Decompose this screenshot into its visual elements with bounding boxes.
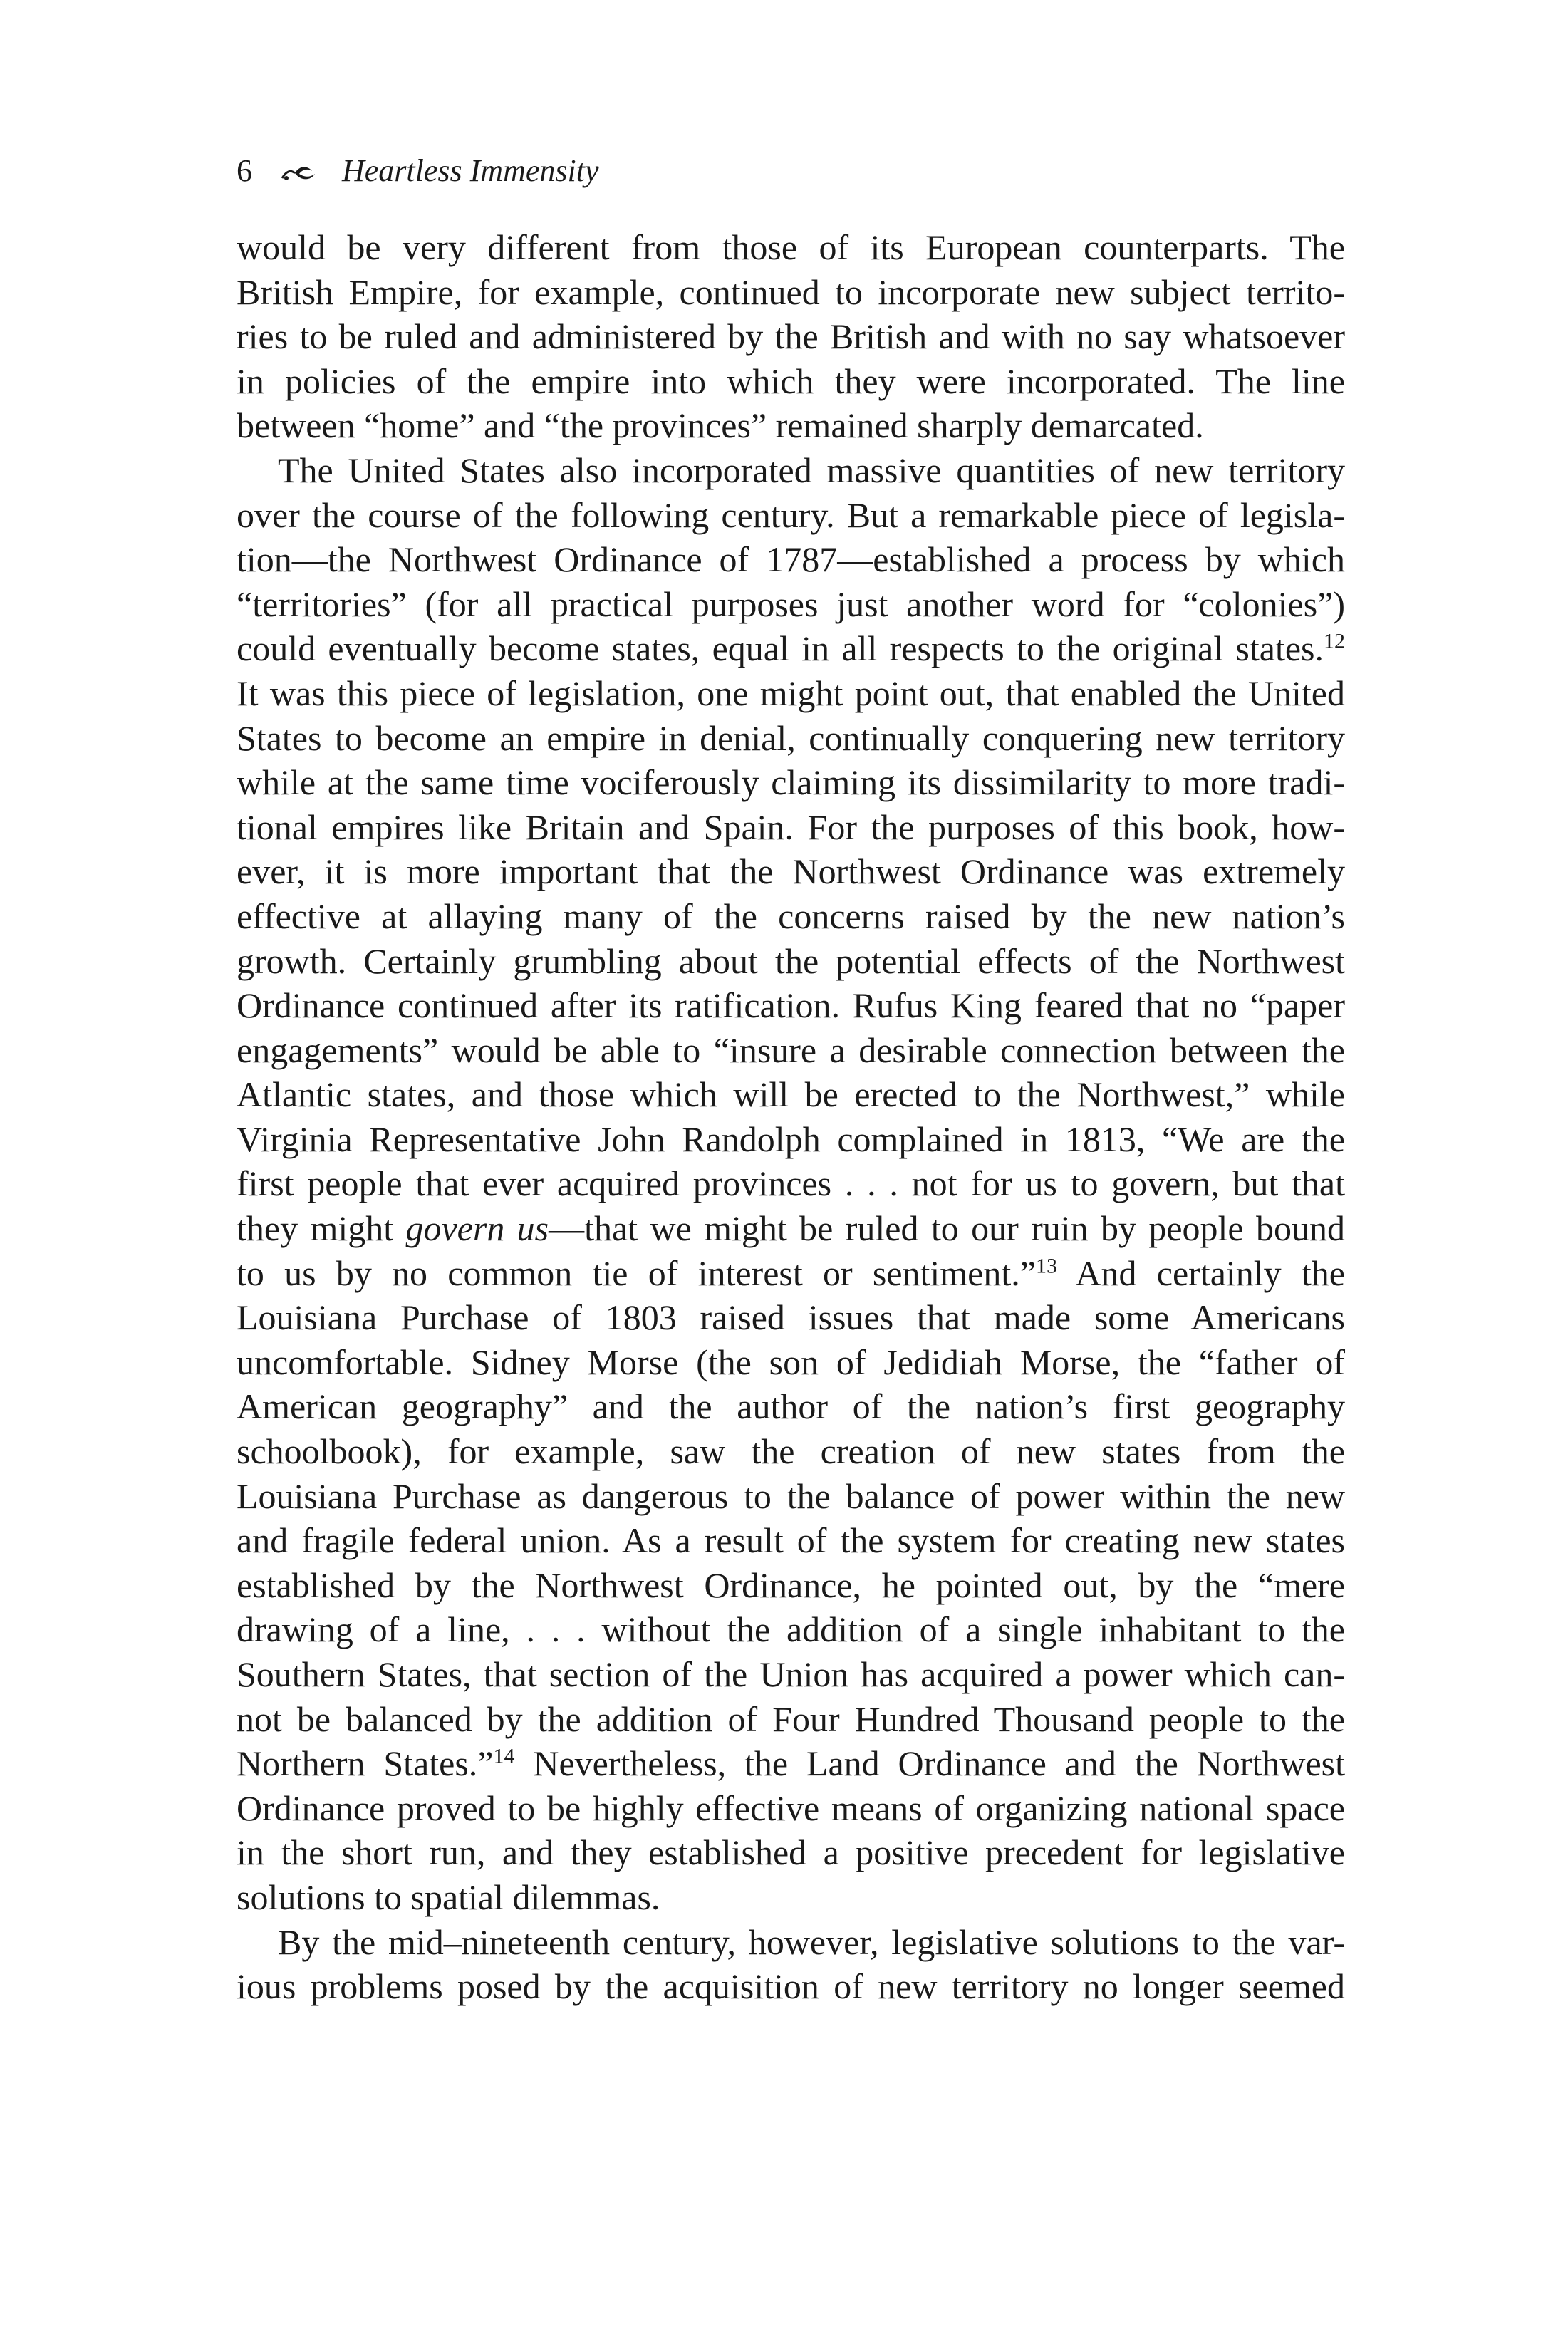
text-line: Ordinance continued after its ratification. Rufus King feared that no “paper	[237, 985, 1345, 1026]
text-line: drawing of a line, . . . without the addition of a single inhabitant to the	[237, 1609, 1345, 1650]
text-line	[237, 1206, 1345, 1251]
text-line: engagements” would be able to “insure a desirable connection between the	[237, 1029, 1345, 1070]
text-segment: And certainly the	[1056, 1252, 1345, 1293]
running-title: Heartless Immensity	[342, 153, 599, 188]
text-line: over the course of the following century. But a remarkable piece of legisla-	[237, 494, 1345, 535]
text-line: Louisiana Purchase as dangerous to the balance of power within the new	[237, 1475, 1345, 1516]
footnote-ref-13: 13	[1035, 1254, 1057, 1277]
text-line: ries to be ruled and administered by the British and with no say whatsoever	[237, 316, 1345, 357]
text-line: tion—the Northwest Ordinance of 1787—established a process by which	[237, 539, 1345, 580]
text-segment: they might	[237, 1208, 406, 1249]
text-segment: to us by no common tie of interest or sentiment.”	[237, 1252, 1036, 1293]
text-line: not be balanced by the addition of Four Hundred Thousand people to the	[237, 1698, 1345, 1739]
text-segment: that we might be ruled to our ruin by people bound	[584, 1208, 1345, 1249]
text-line: States to become an empire in denial, continually conquering new territory	[237, 717, 1345, 758]
text-line: in the short run, and they established a positive precedent for legislative	[237, 1832, 1345, 1873]
text-line: established by the Northwest Ordinance, he pointed out, by the “mere	[237, 1564, 1345, 1605]
text-line: Virginia Representative John Randolph complained in 1813, “We are the	[237, 1119, 1345, 1159]
text-line: schoolbook), for example, saw the creation of new states from the	[237, 1431, 1345, 1472]
text-segment: Nevertheless, the Land Ordinance and the Northwest	[514, 1743, 1345, 1784]
paragraph-2	[237, 448, 1345, 1920]
text-line: Southern States, that section of the Union has acquired a power which can-	[237, 1654, 1345, 1694]
fleuron-icon-svg	[281, 164, 318, 182]
text-segment: Northern States.”	[237, 1743, 494, 1784]
paragraph-1	[237, 225, 1345, 448]
paragraph-3	[237, 1920, 1345, 2009]
text-line: solutions to spatial dilemmas.	[237, 1877, 660, 1917]
text-line	[237, 626, 1345, 671]
text-line: Ordinance proved to be highly effective means of organizing national space	[237, 1787, 1345, 1828]
text-line: “territories” (for all practical purposes just another word for “colonies”)	[237, 583, 1345, 624]
footnote-ref-12: 12	[1324, 629, 1345, 653]
footnote-ref-14: 14	[493, 1744, 515, 1768]
text-line: Louisiana Purchase of 1803 raised issues that made some Americans	[237, 1297, 1345, 1338]
text-line	[237, 1251, 1345, 1296]
running-head	[237, 152, 599, 195]
text-line: uncomfortable. Sidney Morse (the son of Jedidiah Morse, the “father of	[237, 1341, 1345, 1382]
text-line: The United States also incorporated massive quantities of new territory	[278, 450, 1345, 490]
text-line: growth. Certainly grumbling about the potential effects of the Northwest	[237, 940, 1345, 981]
text-line: tional empires like Britain and Spain. For the purposes of this book, how-	[237, 806, 1345, 847]
text-line: Atlantic states, and those which will be erected to the Northwest,” while	[237, 1074, 1345, 1115]
text-line: American geography” and the author of the nation’s first geography	[237, 1386, 1345, 1427]
italic-phrase: govern us	[405, 1208, 549, 1249]
text-line: while at the same time vociferously claiming its dissimilarity to more tradi-	[237, 762, 1345, 803]
text-line: British Empire, for example, continued to incorporate new subject territo-	[237, 271, 1345, 312]
text-line: first people that ever acquired provinces . . . not for us to govern, but that	[237, 1163, 1345, 1204]
text-line: would be very different from those of its European counterparts. The	[237, 227, 1345, 267]
text-line: between “home” and “the provinces” remained sharply demarcated.	[237, 405, 1204, 446]
text-line: It was this piece of legislation, one might point out, that enabled the United	[237, 673, 1345, 713]
fleuron-icon	[281, 154, 318, 172]
text-line: ious problems posed by the acquisition of new territory no longer seemed	[237, 1966, 1345, 2007]
text-line: ever, it is more important that the Northwest Ordinance was extremely	[237, 851, 1345, 892]
text-line: effective at allaying many of the concerns raised by the new nation’s	[237, 896, 1345, 936]
text-line: By the mid–nineteenth century, however, legislative solutions to the var-	[278, 1921, 1345, 1962]
text-line: in policies of the empire into which they were incorporated. The line	[237, 360, 1345, 401]
text-line	[237, 1741, 1345, 1786]
page-number: 6	[237, 153, 252, 188]
text-segment: could eventually become states, equal in all respects to the original states.	[237, 628, 1324, 669]
body-text	[237, 225, 1345, 2009]
emdash: —	[549, 1208, 585, 1249]
text-line: and fragile federal union. As a result of the system for creating new states	[237, 1520, 1345, 1561]
